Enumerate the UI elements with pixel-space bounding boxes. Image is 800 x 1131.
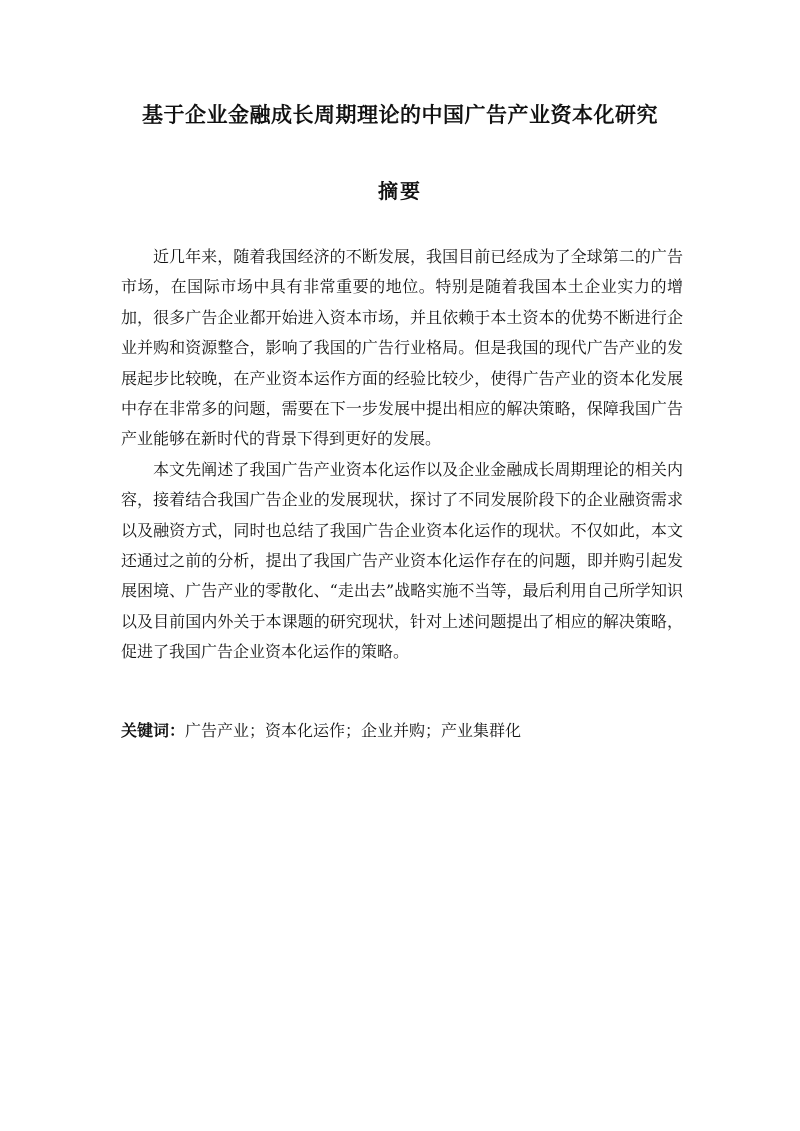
abstract-paragraph-1: 近几年来，随着我国经济的不断发展，我国目前已经成为了全球第二的广告市场，在国际市场中具有非常重要的地位。特别是随着我国本土企业实力的增加，很多广告企业都开始进入资本市场，并且依赖于本土资本的优势不断进行企业并购和资源整合，影响了我国的广告行业格局。但是我国的现代广告产业的发展起步比较晚，在产业资本运作方面的经验比较少，使得广告产业的资本化发展中存在非常多的问题，需要在下一步发展中提出相应的解决策略，保障我国广告产业能够在新时代的背景下得到更好的发展。 xyxy=(121,247,683,449)
document-title: 基于企业金融成长周期理论的中国广告产业资本化研究 xyxy=(142,102,658,127)
abstract-paragraph-2: 本文先阐述了我国广告产业资本化运作以及企业金融成长周期理论的相关内容，接着结合我国广告企业的发展现状，探讨了不同发展阶段下的企业融资需求以及融资方式，同时也总结了我国广告企业资本化运作的现状。不仅如此，本文还通过之前的分析，提出了我国广告产业资本化运作存在的问题，即并购引起发展困境、广告产业的零散化、“走出去”战略实施不当等，最后利用自己所学知识以及目前国内外关于本课题的研究现状，针对上述问题提出了相应的解决策略，促进了我国广告企业资本化运作的策略。 xyxy=(121,459,683,662)
keywords-text: 广告产业；资本化运作；企业并购；产业集群化 xyxy=(185,721,522,740)
keywords-label: 关键词： xyxy=(121,721,186,740)
abstract-heading: 摘要 xyxy=(378,179,422,203)
keywords-line xyxy=(121,717,683,745)
abstract-body xyxy=(121,242,683,668)
